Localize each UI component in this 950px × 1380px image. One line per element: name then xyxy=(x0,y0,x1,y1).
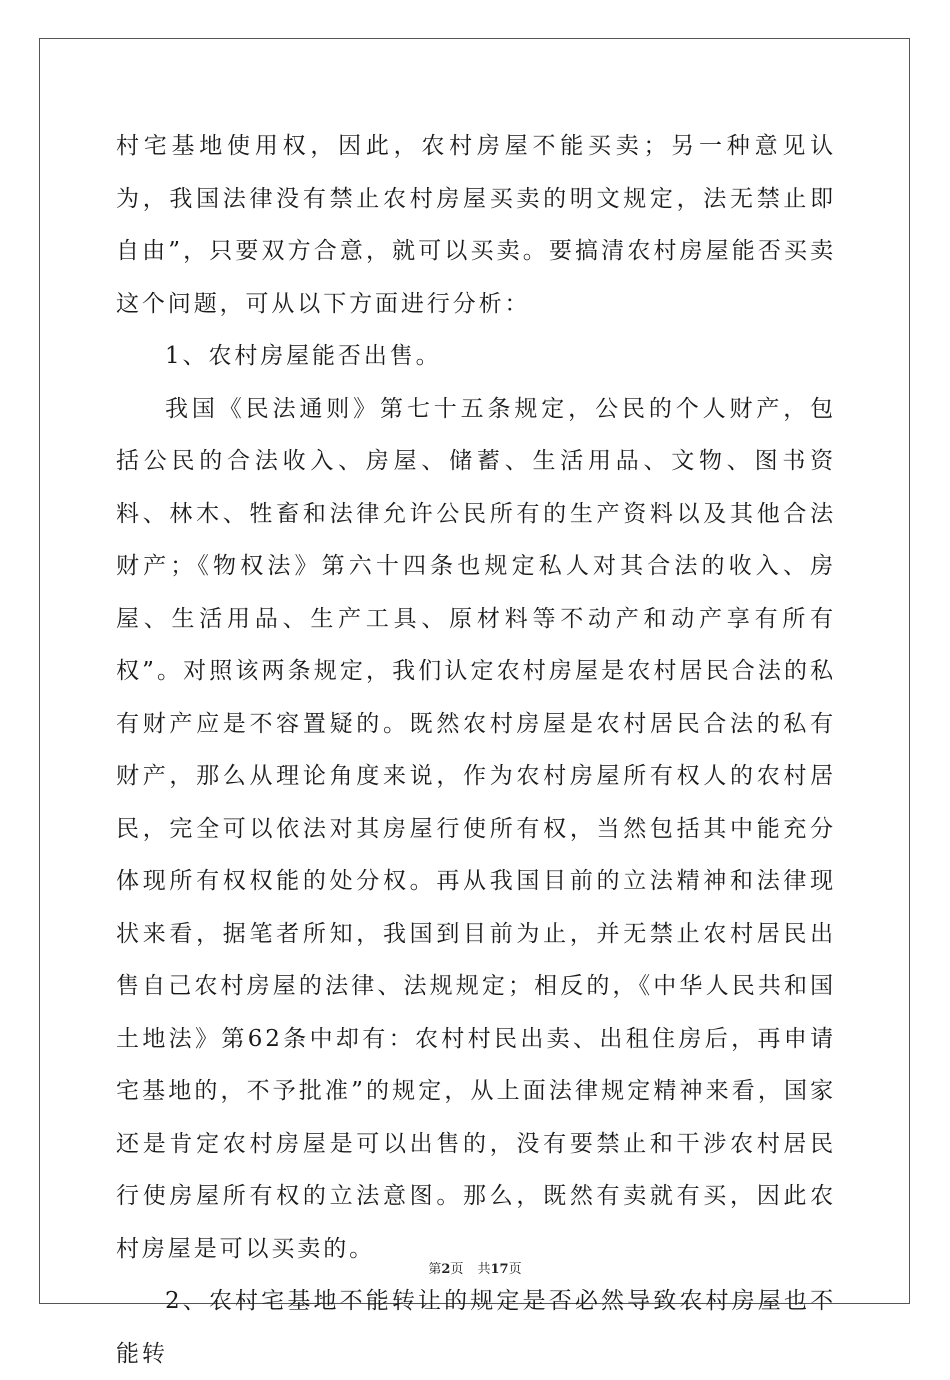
section-heading-1: 1、农村房屋能否出售。 xyxy=(165,343,442,369)
total-pages-label: 共17页 xyxy=(477,1262,522,1277)
page-number-label: 第2页 xyxy=(428,1262,464,1277)
page-footer xyxy=(0,1258,950,1277)
total-page-number: 17 xyxy=(490,1262,509,1277)
current-page-number: 2 xyxy=(441,1262,451,1277)
paragraph-continuation: 村宅基地使用权，因此，农村房屋不能买卖；另一种意见认为，我国法律没有禁止农村房屋买卖的明文规定，法无禁止即自由”，只要双方合意，就可以买卖。要搞清农村房屋能否买卖这个问题，可从以下方面进行分析： xyxy=(116,133,836,317)
section-heading-2: 2、农村宅基地不能转让的规定是否必然导致农村房屋也不能转 xyxy=(116,1288,836,1367)
document-body xyxy=(116,120,836,1380)
paragraph-section-1-body: 我国《民法通则》第七十五条规定，公民的个人财产，包括公民的合法收入、房屋、储蓄、生活用品、文物、图书资料、林木、牲畜和法律允许公民所有的生产资料以及其他合法财产；《物权法》第六十四条也规定私人对其合法的收入、房屋、生活用品、生产工具、原材料等不动产和动产享有所有权”。对照该两条规定，我们认定农村房屋是农村居民合法的私有财产应是不容置疑的。既然农村房屋是农村居民合法的私有财产，那么从理论角度来说，作为农村房屋所有权人的农村居民，完全可以依法对其房屋行使所有权，当然包括其中能充分体现所有权权能的处分权。再从我国目前的立法精神和法律现状来看，据笔者所知，我国到目前为止，并无禁止农村居民出售自己农村房屋的法律、法规规定；相反的，《中华人民共和国土地法》第62条中却有：农村村民出卖、出租住房后，再申请宅基地的，不予批准”的规定，从上面法律规定精神来看，国家还是肯定农村房屋是可以出售的，没有要禁止和干涉农村居民行使房屋所有权的立法意图。那么，既然有卖就有买，因此农村房屋是可以买卖的。 xyxy=(116,395,836,1262)
